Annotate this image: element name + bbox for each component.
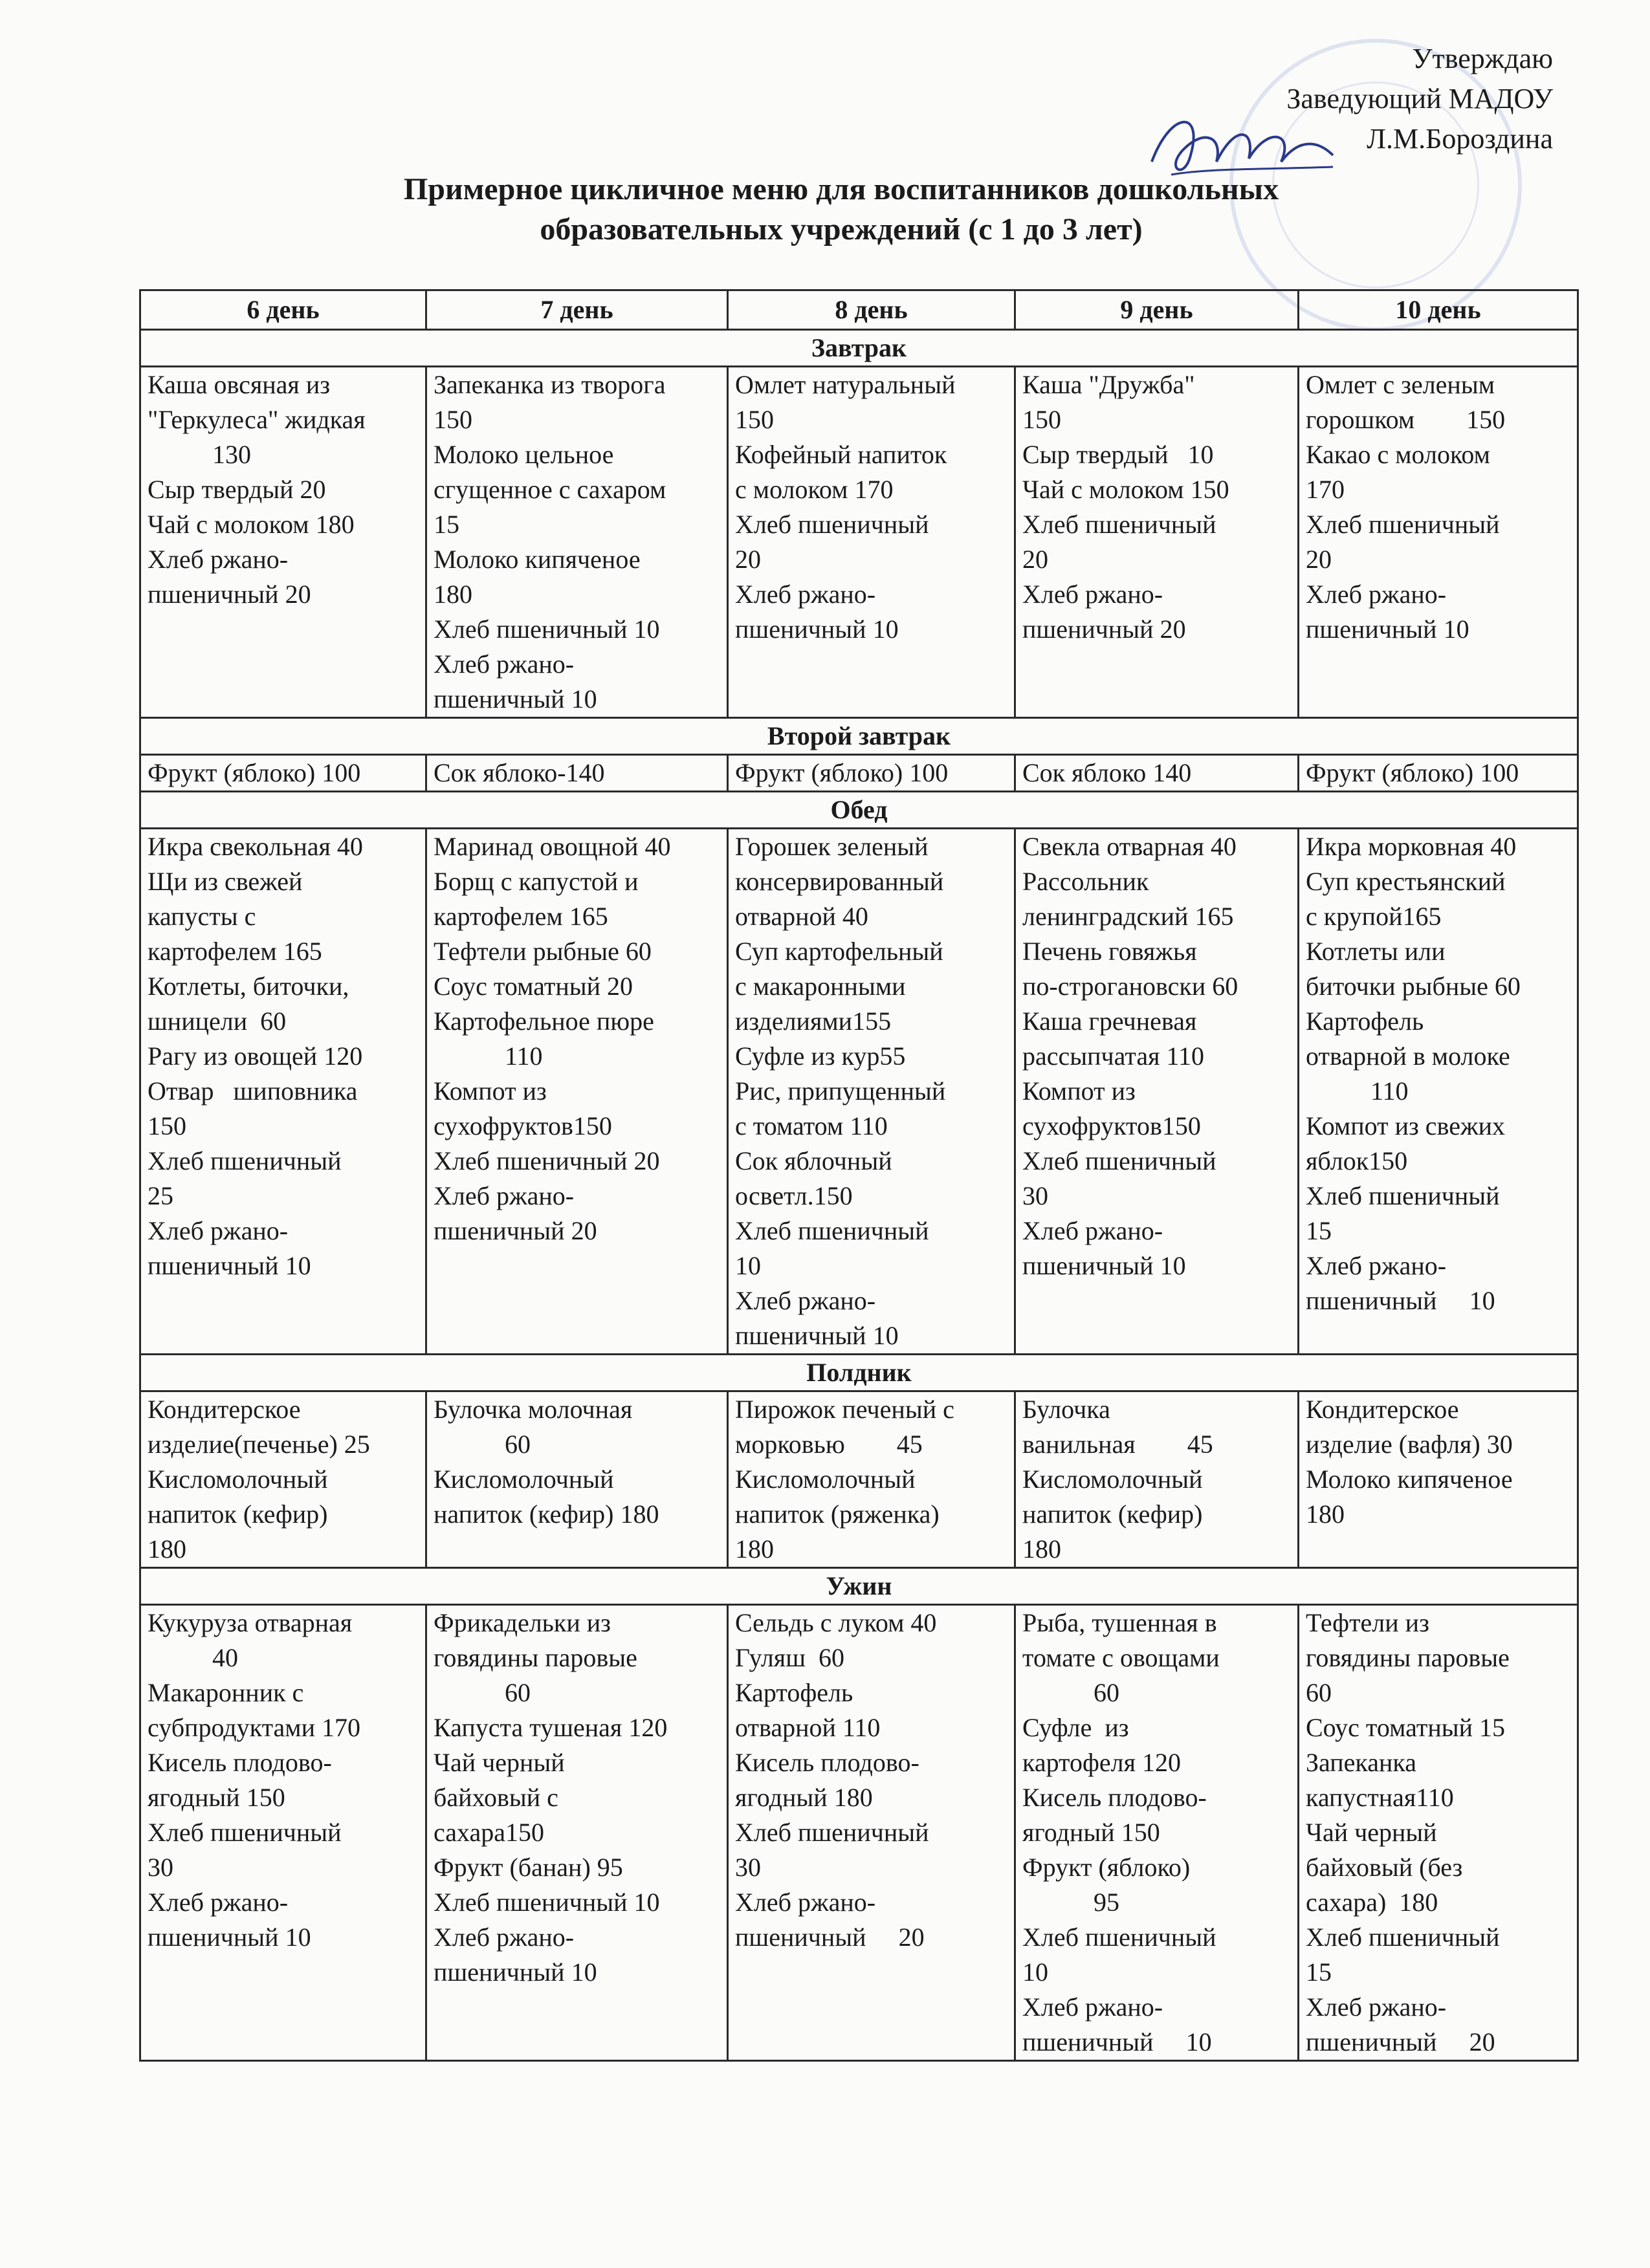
dish-line: Суп картофельный — [735, 937, 943, 966]
dish-line: 30 — [148, 1853, 173, 1882]
dish-line: 180 — [434, 580, 472, 609]
dish-line: пшеничный 10 — [735, 1321, 899, 1350]
dish-line: картофелем 165 — [434, 902, 608, 931]
dish-line: Сельдь с луком 40 — [735, 1608, 937, 1637]
dish-line: пшеничный 10 — [148, 1251, 311, 1280]
meal-header-row — [140, 792, 1578, 829]
menu-cell — [1015, 1391, 1299, 1568]
dish-line: Хлеб ржано- — [148, 1888, 289, 1917]
dish-line: Фрукт (банан) 95 — [434, 1853, 623, 1882]
dish-line: 180 — [1022, 1534, 1061, 1564]
dish-line: шницели 60 — [148, 1007, 287, 1036]
dish-line: Сыр твердый 10 — [1022, 440, 1214, 469]
dish-line: Запеканка — [1306, 1748, 1416, 1777]
dish-line: пшеничный 20 — [148, 580, 311, 609]
dish-line: 10 — [1022, 1957, 1048, 1987]
dish-line: Гуляш 60 — [735, 1643, 845, 1672]
dish-line: Кисломолочный — [735, 1465, 916, 1494]
dish-line: биточки рыбные 60 — [1306, 972, 1521, 1001]
menu-cell — [140, 367, 426, 718]
dish-line: Кисель плодово- — [1022, 1783, 1207, 1812]
dish-line: пшеничный 10 — [1306, 1286, 1495, 1315]
dish-line: 130 — [148, 440, 251, 469]
menu-cell — [426, 1391, 728, 1568]
dish-line: Омлет натуральный — [735, 370, 956, 399]
dish-line: 150 — [148, 1111, 186, 1140]
dish-line: сахара) 180 — [1306, 1888, 1438, 1917]
menu-cell — [426, 755, 728, 792]
dish-line: пшеничный 10 — [148, 1923, 311, 1952]
dish-line: ягодный 180 — [735, 1783, 873, 1812]
dish-line: 20 — [1306, 545, 1332, 574]
meal-header-row — [140, 330, 1578, 367]
dish-line: Соус томатный 15 — [1306, 1713, 1506, 1742]
dish-line: 15 — [1306, 1957, 1332, 1987]
dish-line: Омлет с зеленым — [1306, 370, 1495, 399]
day-header: 6 день — [140, 290, 426, 330]
dish-line: пшеничный 10 — [1022, 1251, 1186, 1280]
meal-items-row — [140, 367, 1578, 718]
dish-line: 180 — [1306, 1499, 1345, 1529]
dish-line: Хлеб ржано- — [735, 580, 876, 609]
dish-line: Рагу из овощей 120 — [148, 1041, 363, 1071]
dish-line: Хлеб ржано- — [1022, 1992, 1163, 2022]
meal-header-row — [140, 1568, 1578, 1605]
dish-line: 180 — [735, 1534, 774, 1564]
dish-line: ленинградский 165 — [1022, 902, 1234, 931]
dish-line: "Геркулеса" жидкая — [148, 405, 366, 434]
dish-line: Хлеб пшеничный — [1306, 1923, 1500, 1952]
dish-line: Кисломолочный — [148, 1465, 328, 1494]
dish-line: Хлеб пшеничный — [1306, 1181, 1500, 1210]
meal-title: Ужин — [140, 1568, 1578, 1605]
dish-line: Хлеб ржано- — [735, 1286, 876, 1315]
dish-line: Хлеб пшеничный — [1022, 1146, 1216, 1175]
dish-line: 170 — [1306, 475, 1345, 504]
menu-cell — [140, 1391, 426, 1568]
menu-cell — [728, 1391, 1015, 1568]
dish-line: 60 — [434, 1430, 531, 1459]
dish-line: 180 — [148, 1534, 186, 1564]
dish-line: Икра морковная 40 — [1306, 832, 1517, 861]
dish-line: Молоко цельное — [434, 440, 614, 469]
dish-line: субпродуктами 170 — [148, 1713, 361, 1742]
dish-line: Кисломолочный — [1022, 1465, 1203, 1494]
dish-line: пшеничный 10 — [1306, 615, 1469, 644]
menu-cell — [426, 829, 728, 1355]
dish-line: Хлеб пшеничный — [1306, 510, 1500, 539]
dish-line: Хлеб ржано- — [434, 1923, 575, 1952]
dish-line: 95 — [1022, 1888, 1119, 1917]
dish-line: Картофельное пюре — [434, 1007, 654, 1036]
dish-line: Чай черный — [434, 1748, 565, 1777]
dish-line: Хлеб пшеничный — [735, 1818, 929, 1847]
dish-line: с крупой165 — [1306, 902, 1442, 931]
dish-line: томате с овощами — [1022, 1643, 1220, 1672]
meal-title: Полдник — [140, 1355, 1578, 1391]
dish-line: картофеля 120 — [1022, 1748, 1182, 1777]
dish-line: по-строгановски 60 — [1022, 972, 1238, 1001]
dish-line: Каша овсяная из — [148, 370, 331, 399]
menu-cell — [1015, 755, 1299, 792]
dish-line: Чай черный — [1306, 1818, 1437, 1847]
dish-line: Хлеб ржано- — [1306, 580, 1447, 609]
dish-line: байховый с — [434, 1783, 558, 1812]
dish-line: Картофель — [735, 1678, 853, 1707]
menu-cell — [426, 367, 728, 718]
approval-line-3: Л.М.Бороздина — [1367, 123, 1553, 155]
dish-line: Кондитерское — [1306, 1395, 1459, 1424]
dish-line: отварной 40 — [735, 902, 868, 931]
dish-line: 20 — [1022, 545, 1048, 574]
dish-line: 15 — [434, 510, 459, 539]
dish-line: байховый (без — [1306, 1853, 1463, 1882]
meal-title: Завтрак — [140, 330, 1578, 367]
dish-line: изделие(печенье) 25 — [148, 1430, 370, 1459]
day-header: 10 день — [1299, 290, 1578, 330]
dish-line: пшеничный 20 — [735, 1923, 925, 1952]
dish-line: Компот из — [434, 1076, 547, 1106]
dish-line: Сок яблоко 140 — [1022, 758, 1192, 787]
dish-line: говядины паровые — [434, 1643, 637, 1672]
dish-line: Рис, припущенный — [735, 1076, 946, 1106]
dish-line: изделие (вафля) 30 — [1306, 1430, 1513, 1459]
dish-line: Хлеб пшеничный — [148, 1818, 342, 1847]
dish-line: Кукуруза отварная — [148, 1608, 353, 1637]
dish-line: Борщ с капустой и — [434, 867, 639, 896]
dish-line: Сыр твердый 20 — [148, 475, 326, 504]
dish-line: Хлеб ржано- — [148, 545, 289, 574]
meal-items-row — [140, 829, 1578, 1355]
dish-line: ягодный 150 — [148, 1783, 285, 1812]
dish-line: Фрукт (яблоко) — [1022, 1853, 1191, 1882]
dish-line: Каша гречневая — [1022, 1007, 1197, 1036]
dish-line: Пирожок печеный с — [735, 1395, 954, 1424]
dish-line: Хлеб ржано- — [1022, 1216, 1163, 1245]
dish-line: Хлеб пшеничный 10 — [434, 1888, 660, 1917]
dish-line: Тефтели рыбные 60 — [434, 937, 652, 966]
dish-line: Печень говяжья — [1022, 937, 1197, 966]
dish-line: капустная110 — [1306, 1783, 1454, 1812]
dish-line: Хлеб пшеничный — [1022, 1923, 1216, 1952]
dish-line: Чай с молоком 150 — [1022, 475, 1229, 504]
title-line-1: Примерное цикличное меню для воспитанников дошкольных — [403, 172, 1279, 206]
dish-line: Сок яблочный — [735, 1146, 892, 1175]
menu-cell — [728, 829, 1015, 1355]
menu-cell — [1015, 829, 1299, 1355]
dish-line: Кисломолочный — [434, 1465, 614, 1494]
dish-line: горошком 150 — [1306, 405, 1506, 434]
dish-line: Кисель плодово- — [735, 1748, 919, 1777]
dish-line: сахара150 — [434, 1818, 544, 1847]
dish-line: рассыпчатая 110 — [1022, 1041, 1205, 1071]
menu-cell — [728, 367, 1015, 718]
menu-cell — [728, 755, 1015, 792]
menu-cell — [1299, 1605, 1578, 2061]
dish-line: Хлеб пшеничный 10 — [434, 615, 660, 644]
dish-line: Суфле из кур55 — [735, 1041, 906, 1071]
dish-line: Картофель — [1306, 1007, 1424, 1036]
dish-line: Хлеб ржано- — [735, 1888, 876, 1917]
dish-line: 60 — [1022, 1678, 1119, 1707]
dish-line: Хлеб пшеничный — [1022, 510, 1216, 539]
menu-cell — [140, 829, 426, 1355]
dish-line: пшеничный 10 — [1022, 2027, 1212, 2056]
day-header: 9 день — [1015, 290, 1299, 330]
dish-line: пшеничный 20 — [1022, 615, 1186, 644]
dish-line: пшеничный 10 — [434, 1957, 597, 1987]
dish-line: капусты с — [148, 902, 256, 931]
dish-line: пшеничный 10 — [434, 684, 597, 714]
dish-line: Какао с молоком — [1306, 440, 1490, 469]
menu-cell — [140, 1605, 426, 2061]
menu-cell — [426, 1605, 728, 2061]
dish-line: Каша "Дружба" — [1022, 370, 1195, 399]
dish-line: изделиями155 — [735, 1007, 892, 1036]
dish-line: Икра свекольная 40 — [148, 832, 363, 861]
dish-line: Хлеб ржано- — [1022, 580, 1163, 609]
dish-line: 150 — [735, 405, 774, 434]
dish-line: Хлеб ржано- — [1306, 1251, 1447, 1280]
dish-line: сгущенное с сахаром — [434, 475, 666, 504]
dish-line: Свекла отварная 40 — [1022, 832, 1237, 861]
dish-line: Котлеты, биточки, — [148, 972, 349, 1001]
dish-line: Кисель плодово- — [148, 1748, 332, 1777]
menu-cell — [140, 755, 426, 792]
menu-cell — [1299, 755, 1578, 792]
dish-line: напиток (кефир) — [1022, 1499, 1203, 1529]
dish-line: Макаронник с — [148, 1678, 304, 1707]
dish-line: 60 — [434, 1678, 531, 1707]
menu-cell — [728, 1605, 1015, 2061]
approval-line-2: Заведующий МАДОУ — [1286, 83, 1553, 114]
dish-line: Хлеб пшеничный — [735, 1216, 929, 1245]
dish-line: Хлеб пшеничный 20 — [434, 1146, 660, 1175]
dish-line: яблок150 — [1306, 1146, 1408, 1175]
meal-title: Обед — [140, 792, 1578, 829]
dish-line: напиток (кефир) — [148, 1499, 328, 1529]
dish-line: Отвар шиповника — [148, 1076, 358, 1106]
dish-line: 60 — [1306, 1678, 1332, 1707]
approval-block — [1286, 39, 1553, 159]
dish-line: 150 — [434, 405, 472, 434]
dish-line: Горошек зеленый — [735, 832, 929, 861]
dish-line: Фрукт (яблоко) 100 — [148, 758, 361, 787]
dish-line: осветл.150 — [735, 1181, 853, 1210]
dish-line: Запеканка из творога — [434, 370, 666, 399]
dish-line: Кондитерское — [148, 1395, 301, 1424]
dish-line: Хлеб ржано- — [1306, 1992, 1447, 2022]
dish-line: 150 — [1022, 405, 1061, 434]
dish-line: говядины паровые — [1306, 1643, 1510, 1672]
dish-line: отварной 110 — [735, 1713, 881, 1742]
dish-line: Хлеб пшеничный — [148, 1146, 342, 1175]
page-title — [129, 169, 1553, 250]
dish-line: пшеничный 20 — [1306, 2027, 1495, 2056]
meal-header-row — [140, 1355, 1578, 1391]
dish-line: Щи из свежей — [148, 867, 303, 896]
dish-line: Хлеб пшеничный — [735, 510, 929, 539]
dish-line: Соус томатный 20 — [434, 972, 633, 1001]
dish-line: морковью 45 — [735, 1430, 923, 1459]
dish-line: 15 — [1306, 1216, 1332, 1245]
dish-line: картофелем 165 — [148, 937, 322, 966]
menu-cell — [1015, 1605, 1299, 2061]
dish-line: Компот из — [1022, 1076, 1136, 1106]
dish-line: Фрукт (яблоко) 100 — [1306, 758, 1519, 787]
dish-line: 20 — [735, 545, 761, 574]
dish-line: Фрикадельки из — [434, 1608, 611, 1637]
menu-table — [139, 289, 1579, 2062]
dish-line: Булочка молочная — [434, 1395, 633, 1424]
dish-line: 25 — [148, 1181, 173, 1210]
dish-line: с томатом 110 — [735, 1111, 888, 1140]
dish-line: консервированный — [735, 867, 944, 896]
dish-line: Хлеб ржано- — [148, 1216, 289, 1245]
dish-line: пшеничный 20 — [434, 1216, 597, 1245]
menu-cell — [1299, 829, 1578, 1355]
dish-line: Тефтели из — [1306, 1608, 1429, 1637]
approval-line-1: Утверждаю — [1412, 43, 1553, 74]
dish-line: Кофейный напиток — [735, 440, 947, 469]
day-header-row — [140, 290, 1578, 330]
dish-line: Фрукт (яблоко) 100 — [735, 758, 949, 787]
dish-line: Рассольник — [1022, 867, 1149, 896]
dish-line: 110 — [434, 1041, 543, 1071]
dish-line: Молоко кипяченое — [434, 545, 641, 574]
meal-items-row — [140, 1605, 1578, 2061]
dish-line: Молоко кипяченое — [1306, 1465, 1513, 1494]
dish-line: ягодный 150 — [1022, 1818, 1160, 1847]
dish-line: Булочка — [1022, 1395, 1110, 1424]
dish-line: Суп крестьянский — [1306, 867, 1506, 896]
dish-line: 40 — [148, 1643, 238, 1672]
dish-line: Компот из свежих — [1306, 1111, 1506, 1140]
dish-line: Капуста тушеная 120 — [434, 1713, 668, 1742]
meal-header-row — [140, 718, 1578, 755]
dish-line: напиток (ряженка) — [735, 1499, 940, 1529]
dish-line: 30 — [1022, 1181, 1048, 1210]
day-header: 8 день — [728, 290, 1015, 330]
meal-title: Второй завтрак — [140, 718, 1578, 755]
dish-line: Хлеб ржано- — [434, 649, 575, 679]
dish-line: Чай с молоком 180 — [148, 510, 355, 539]
dish-line: пшеничный 10 — [735, 615, 899, 644]
title-line-2: образовательных учреждений (с 1 до 3 лет) — [540, 212, 1143, 246]
meal-items-row — [140, 755, 1578, 792]
menu-cell — [1015, 367, 1299, 718]
day-header: 7 день — [426, 290, 728, 330]
dish-line: сухофруктов150 — [434, 1111, 612, 1140]
menu-cell — [1299, 367, 1578, 718]
dish-line: с макаронными — [735, 972, 906, 1001]
dish-line: Маринад овощной 40 — [434, 832, 671, 861]
dish-line: сухофруктов150 — [1022, 1111, 1201, 1140]
menu-cell — [1299, 1391, 1578, 1568]
dish-line: Сок яблоко-140 — [434, 758, 605, 787]
dish-line: отварной в молоке — [1306, 1041, 1510, 1071]
dish-line: с молоком 170 — [735, 475, 894, 504]
dish-line: 10 — [735, 1251, 761, 1280]
dish-line: Суфле из — [1022, 1713, 1129, 1742]
dish-line: напиток (кефир) 180 — [434, 1499, 659, 1529]
dish-line: 30 — [735, 1853, 761, 1882]
dish-line: Котлеты или — [1306, 937, 1446, 966]
dish-line: Рыба, тушенная в — [1022, 1608, 1217, 1637]
dish-line: 110 — [1306, 1076, 1409, 1106]
meal-items-row — [140, 1391, 1578, 1568]
dish-line: ванильная 45 — [1022, 1430, 1213, 1459]
dish-line: Хлеб ржано- — [434, 1181, 575, 1210]
